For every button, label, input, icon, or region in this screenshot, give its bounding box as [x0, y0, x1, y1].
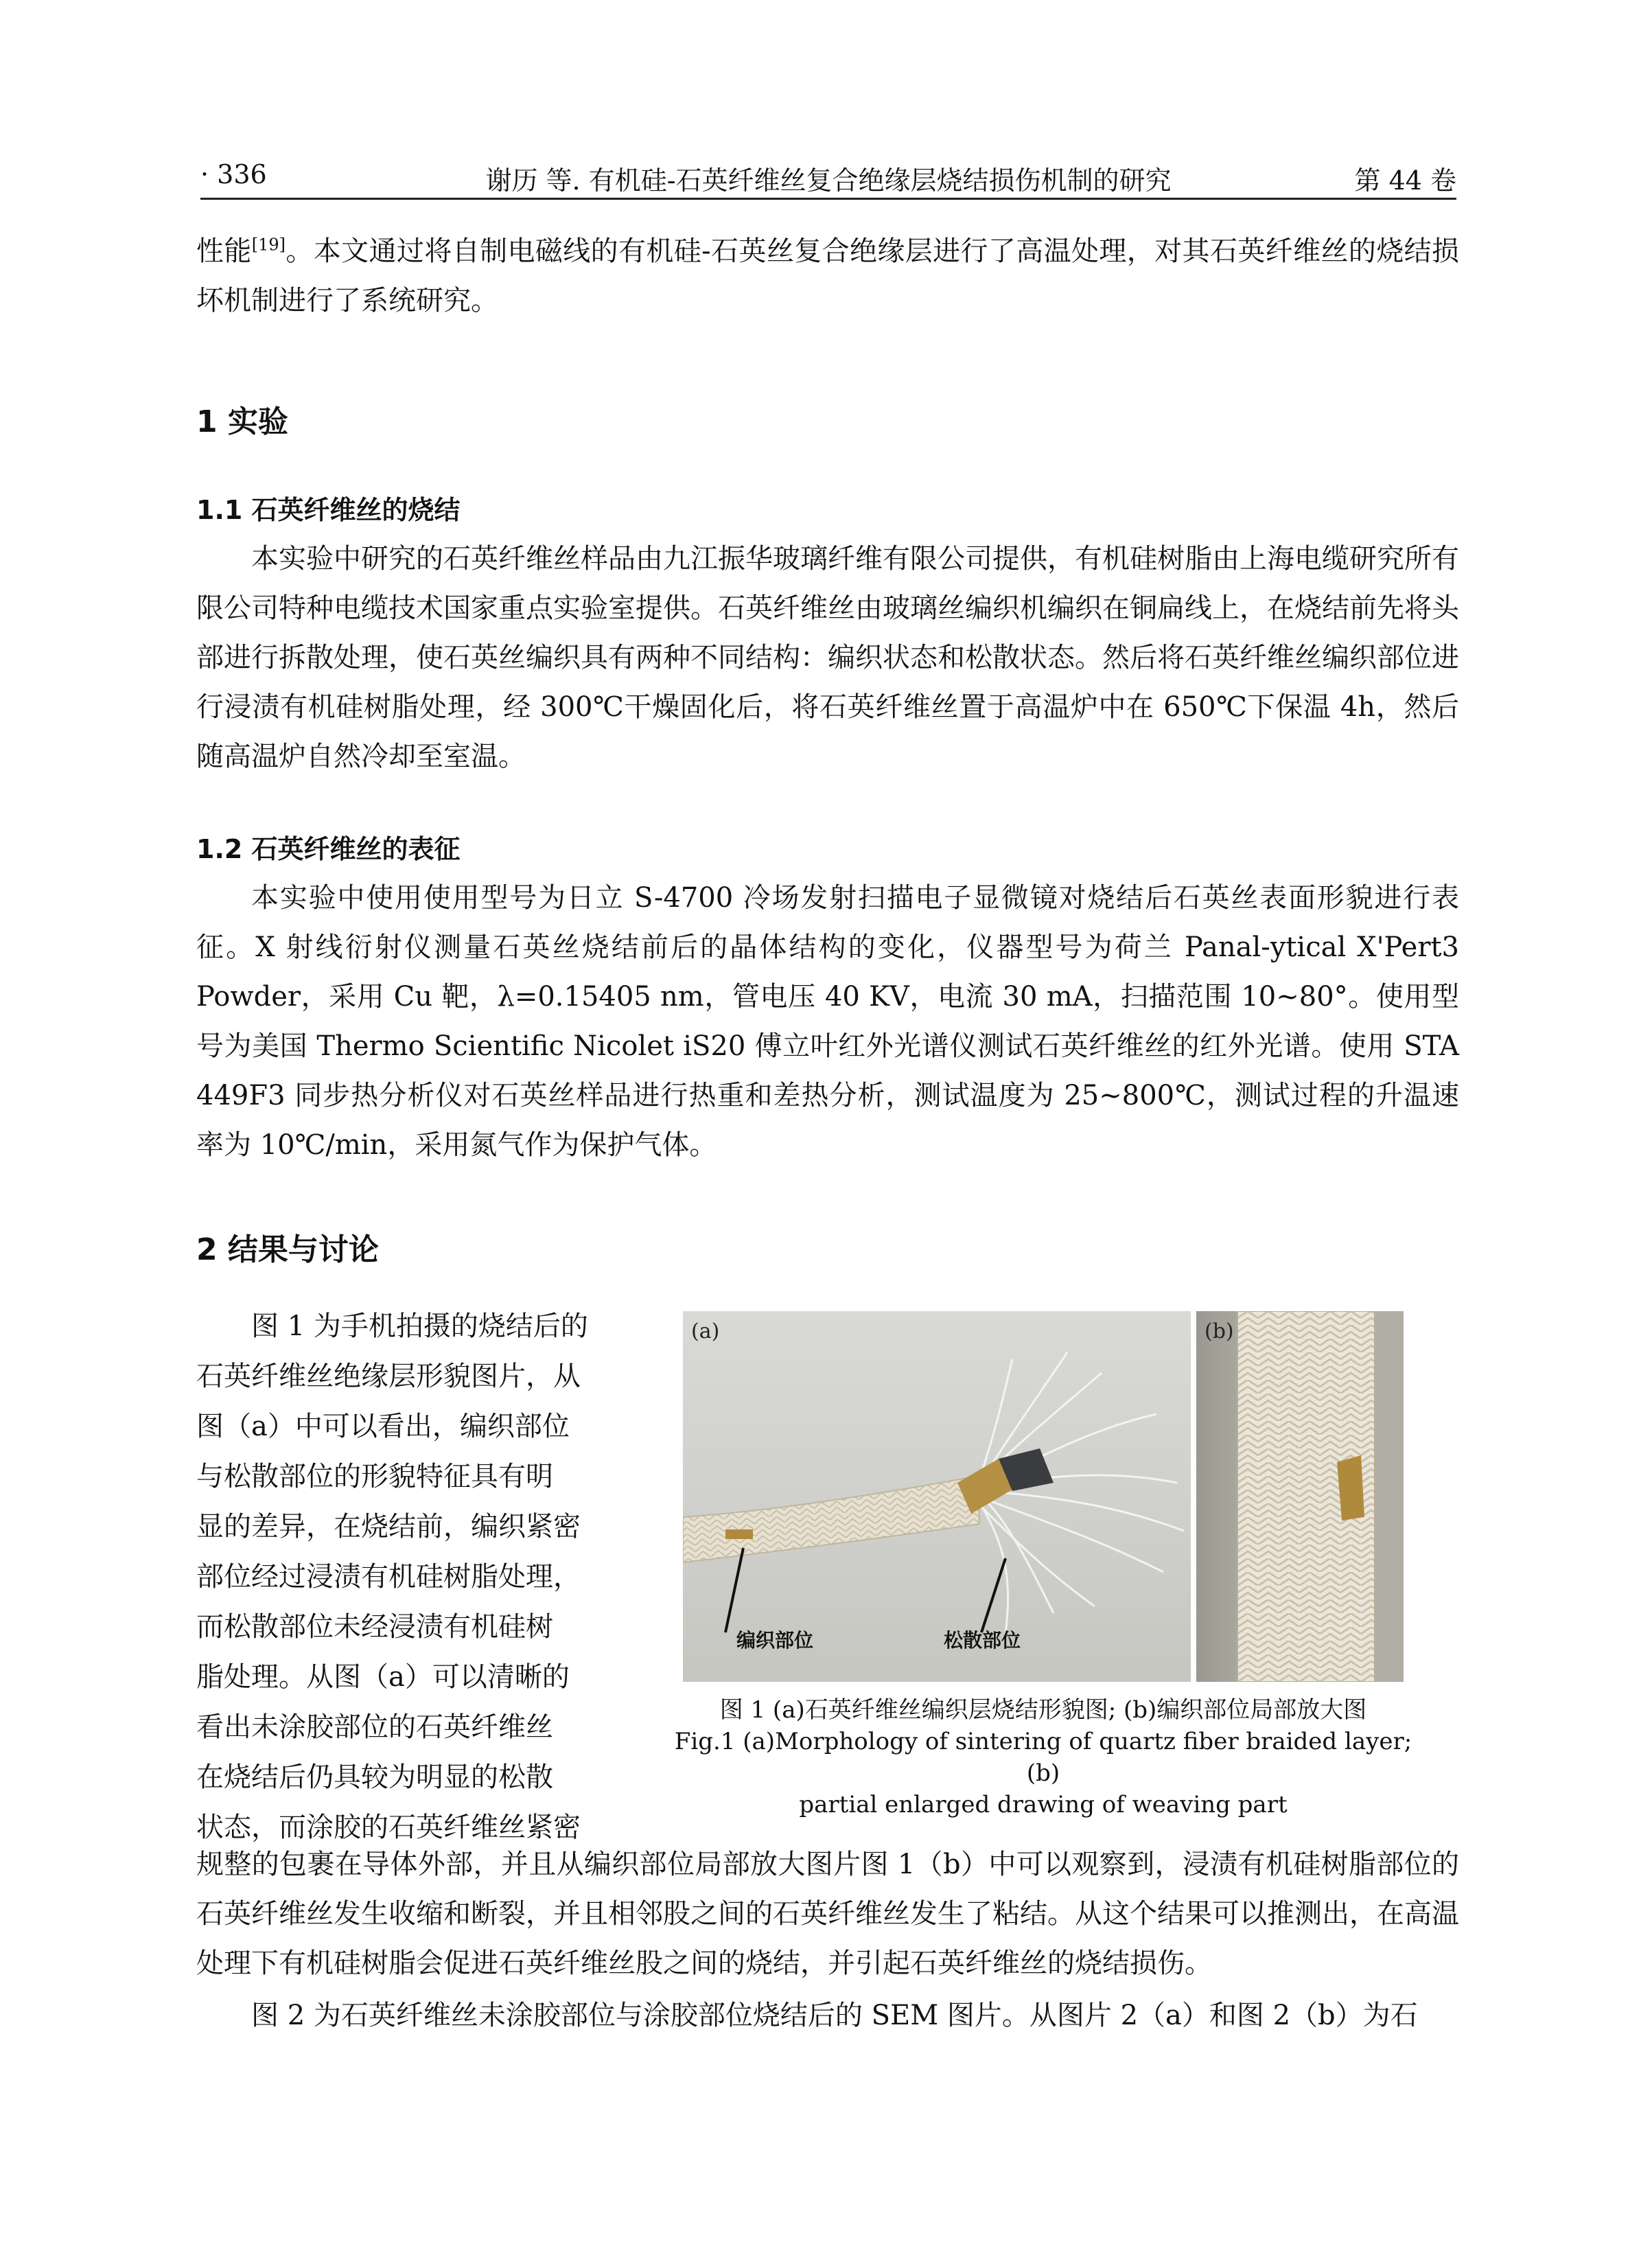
figure-panel-a — [683, 1311, 1191, 1682]
text-line: 在烧结后仍具较为明显的松散 — [196, 1761, 553, 1793]
intro-text-2: 。本文通过将自制电磁线的有机硅-石英丝复合绝缘层进行了高温处理，对其石英纤维丝的烧结损坏机制进行了系统研究。 — [196, 235, 1459, 316]
subsection-1-2-body: 本实验中使用使用型号为日立 S-4700 冷场发射扫描电子显微镜对烧结后石英丝表面形貌进行表征。X 射线衍射仪测量石英丝烧结前后的晶体结构的变化，仪器型号为荷兰 Panal-ytical X'Pert3 Powder，采用 Cu 靶，λ=0.15405 nm，管电压 40 KV，电流 30 mA，扫描范围 10~80°。使用型号为美国 Thermo Scientific Nicolet iS20 傅立叶红外光谱仪测试石英纤维丝的红外光谱。使用 STA 449F3 同步热分析仪对石英丝样品进行热重和差热分析，测试温度为 25~800℃，测试过程的升温速率为 10℃/min，采用氮气作为保护气体。 — [196, 882, 1459, 1161]
subsection-heading-1-1: 1.1 石英纤维丝的烧结 — [196, 495, 461, 525]
section-heading-1: 1 实验 — [196, 404, 288, 439]
text-line: 部位经过浸渍有机硅树脂处理， — [196, 1561, 581, 1593]
subsection-1-1-body: 本实验中研究的石英纤维丝样品由九江振华玻璃纤维有限公司提供，有机硅树脂由上海电缆研究所有限公司特种电缆技术国家重点实验室提供。石英纤维丝由玻璃丝编织机编织在铜扁线上，在烧结前先将头部进行拆散处理，使石英丝编织具有两种不同结构：编织状态和松散状态。然后将石英纤维丝编织部位进行浸渍有机硅树脂处理，经 300℃干燥固化后，将石英纤维丝置于高温炉中在 650℃下保温 4h，然后随高温炉自然冷却至室温。 — [196, 543, 1459, 772]
text-line: 状态，而涂胶的石英纤维丝紧密 — [196, 1812, 581, 1843]
running-title: 谢历 等. 有机硅-石英纤维丝复合绝缘层烧结损伤机制的研究 — [485, 165, 1172, 196]
wrapped-text-column — [196, 1302, 615, 1853]
panel-label-b: (b) — [1205, 1319, 1234, 1343]
text-line: 与松散部位的形貌特征具有明 — [196, 1461, 553, 1492]
page-number: · 336 — [200, 159, 267, 189]
figure-1-caption — [659, 1694, 1428, 1821]
citation-ref: [19] — [251, 235, 286, 255]
panel-label-a: (a) — [691, 1319, 720, 1343]
text-line: 石英纤维丝绝缘层形貌图片，从 — [196, 1361, 581, 1392]
caption-cn: 图 1 (a)石英纤维丝编织层烧结形貌图; (b)编织部位局部放大图 — [719, 1696, 1367, 1724]
figure-1 — [683, 1311, 1404, 1682]
callout-line-loose — [981, 1558, 1005, 1632]
text-line: 看出未涂胶部位的石英纤维丝 — [196, 1711, 553, 1743]
section-heading-2: 2 结果与讨论 — [196, 1232, 379, 1267]
braid-closeup-photo — [1196, 1311, 1404, 1682]
caption-en-line-1: Fig.1 (a)Morphology of sintering of quartz fiber braided layer; (b) — [674, 1728, 1412, 1787]
text-line: 而松散部位未经浸渍有机硅树 — [196, 1611, 553, 1643]
figure-panel-b — [1196, 1311, 1404, 1682]
text-line: 显的差异，在烧结前，编织紧密 — [196, 1511, 581, 1542]
section-2-next-paragraph: 图 2 为石英纤维丝未涂胶部位与涂胶部位烧结后的 SEM 图片。从图片 2（a）和图 2（b）为石 — [251, 2000, 1418, 2031]
intro-paragraph — [196, 227, 1459, 325]
intro-text: 性能 — [196, 235, 252, 267]
header-rule — [200, 198, 1456, 200]
callout-line-woven — [725, 1548, 743, 1632]
callout-loose: 松散部位 — [944, 1629, 1021, 1652]
caption-en-line-2: partial enlarged drawing of weaving part — [799, 1791, 1288, 1818]
text-line: 图（a）中可以看出，编织部位 — [196, 1411, 570, 1442]
section-2-continuation: 规整的包裹在导体外部，并且从编织部位局部放大图片图 1（b）中可以观察到，浸渍有机硅树脂部位的石英纤维丝发生收缩和断裂，并且相邻股之间的石英纤维丝发生了粘结。从这个结果可以推测出，在高温处理下有机硅树脂会促进石英纤维丝股之间的烧结，并引起石英纤维丝的烧结损伤。 — [196, 1849, 1459, 1979]
running-header — [200, 157, 1456, 198]
text-line: 图 1 为手机拍摄的烧结后的 — [251, 1310, 588, 1342]
text-line: 脂处理。从图（a）可以清晰的 — [196, 1661, 570, 1693]
subsection-heading-1-2: 1.2 石英纤维丝的表征 — [196, 834, 461, 864]
callout-woven: 编织部位 — [736, 1629, 814, 1652]
volume-label: 第 44 卷 — [1354, 165, 1456, 196]
